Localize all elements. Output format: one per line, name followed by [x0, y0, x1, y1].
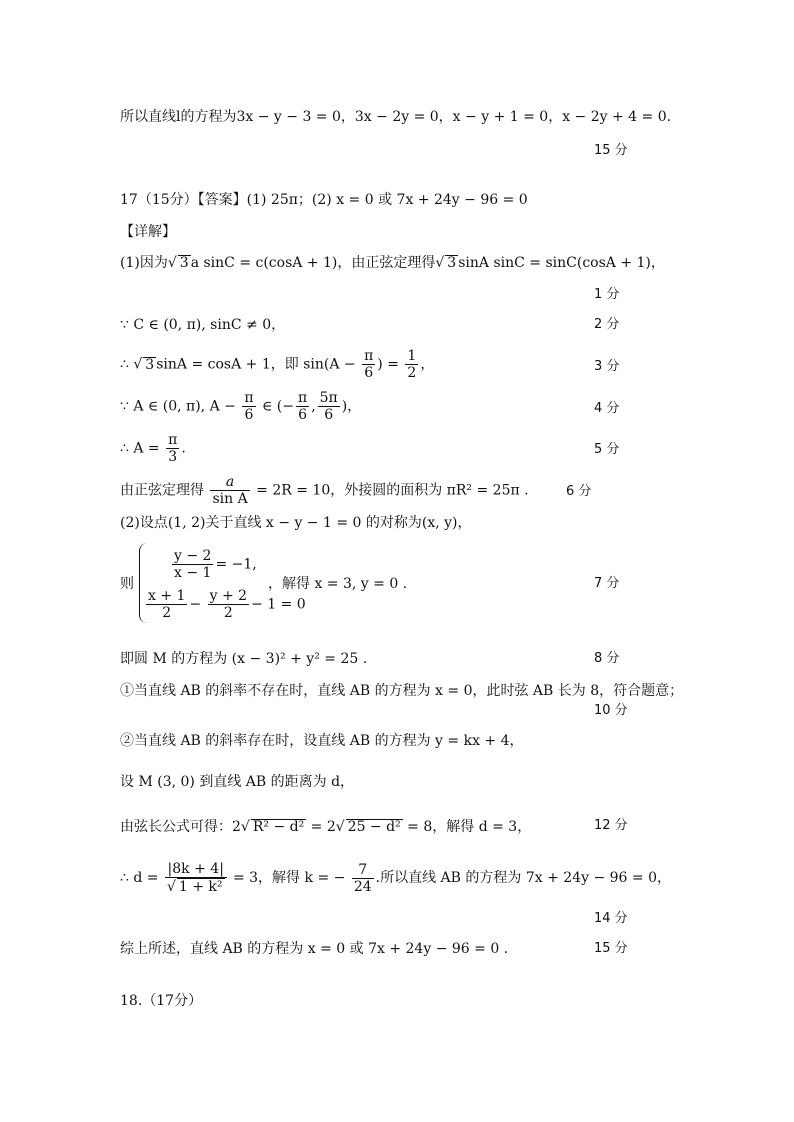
step-part2-intro: (2)设点(1, 2)关于直线 x − y − 1 = 0 的对称为(x, y)，: [120, 515, 472, 531]
fraction-pi-over-6: $\frac{\pi}{6}$: [244, 390, 254, 424]
score-marker: 10 分: [594, 703, 628, 718]
score-marker: 15 分: [594, 941, 628, 956]
step-circle-equation: 即圆 M 的方程为 (x − 3)² + y² = 25 .: [120, 651, 368, 667]
fraction-7-over-24: $\frac{7}{24}$: [353, 861, 372, 895]
step-a-value: ∴ A = $\frac{\pi}{3}$ .: [120, 432, 186, 466]
score-marker: 15 分: [594, 143, 628, 158]
score-marker: 3 分: [594, 359, 620, 374]
score-marker: 1 分: [594, 287, 620, 302]
score-marker: 2 分: [594, 317, 620, 332]
fraction-slope: $\frac{y - 2}{x - 1}$: [174, 548, 212, 582]
system-eq-2: $\frac{x + 1}{2}$ − $\frac{y + 2}{2}$ − 1 = 0: [148, 588, 306, 622]
score-marker: 6 分: [566, 484, 592, 499]
case-1-no-slope: ①当直线 AB 的斜率不存在时，直线 AB 的方程为 x = 0，此时弦 AB 长为 8，符合题意；: [120, 683, 684, 699]
solution-line-16-conclusion: 所以直线l的方程为3x − y − 3 = 0，3x − 2y = 0，x − y + 1 = 0，x − 2y + 4 = 0.: [120, 109, 672, 125]
detail-heading: 【详解】: [120, 224, 176, 240]
system-solution: ，解得 x = 3, y = 0 .: [268, 576, 408, 592]
score-marker: 4 分: [594, 401, 620, 416]
fraction-pi-over-3: $\frac{\pi}{3}$: [168, 432, 178, 466]
step-solve-k: ∴ d = $\frac{|8k + 4|}{\text{√ 1 + k²}}$ = 3，解得 k = − $\frac{7}{24}$ .所以直线 AB 的方程为 7x + 24y − 96 = 0，: [120, 861, 671, 896]
step-chord-length: 由弦长公式可得：2√ R² − d² = 2√ 25 − d² = 8，解得 d = 3，: [120, 819, 532, 835]
step-circumcircle-area: 由正弦定理得 $\frac{a}{\text{sin A}}$ = 2R = 10，外接圆的面积为 πR² = 25π .: [120, 474, 529, 508]
score-marker: 8 分: [594, 651, 620, 666]
problem-18-heading: 18.（17分）: [120, 993, 203, 1009]
case-2-with-slope: ②当直线 AB 的斜率存在时，设直线 AB 的方程为 y = kx + 4，: [120, 733, 524, 749]
fraction-pi-over-6: $\frac{\pi}{6}$: [364, 348, 374, 382]
score-marker: 5 分: [594, 442, 620, 457]
step-sin-identity: ∴ √ 3 sinA = cosA + 1，即 sin(A − $\frac{\pi}{6}$ ) = $\frac{1}{2}$ ，: [120, 348, 435, 382]
score-marker: 14 分: [594, 911, 628, 926]
score-marker: 7 分: [594, 576, 620, 591]
step-distance-d: 设 M (3, 0) 到直线 AB 的距离为 d，: [120, 774, 355, 790]
step-c-range: ∵ C ∈ (0, π), sinC ≠ 0，: [120, 317, 286, 333]
fraction-5pi-over-6: $\frac{5\pi}{6}$: [319, 390, 338, 424]
final-conclusion: 综上所述，直线 AB 的方程为 x = 0 或 7x + 24y − 96 = 0 .: [120, 941, 509, 957]
fraction-midpoint-y: $\frac{y + 2}{2}$: [209, 588, 248, 622]
fraction-1-over-2: $\frac{1}{2}$: [407, 348, 417, 382]
fraction-midpoint-x: $\frac{x + 1}{2}$: [148, 588, 186, 622]
system-eq-1: $\frac{y - 2}{x - 1}$ = −1,: [174, 548, 257, 582]
system-label: 则: [120, 576, 134, 592]
fraction-distance: $\frac{|8k + 4|}{\text{√ 1 + k²}}$: [165, 861, 227, 895]
step-a-range: ∵ A ∈ (0, π), A − $\frac{\pi}{6}$ ∈ (− $\frac{\pi}{6}$ , $\frac{5\pi}{6}$ )，: [120, 390, 362, 424]
problem-17-answer: 17（15分）【答案】(1) 25π；(2) x = 0 或 7x + 24y − 96 = 0: [120, 192, 528, 208]
fraction-pi-over-6: $\frac{\pi}{6}$: [297, 390, 308, 424]
score-marker: 12 分: [594, 818, 628, 833]
step-part1-intro: (1)因为√ 3 a sinC = c(cosA + 1)，由正弦定理得√ 3 sinA sinC = sinC(cosA + 1)，: [120, 255, 665, 271]
fraction-a-over-sinA: $\frac{a}{\text{sin A}}$: [212, 474, 248, 508]
